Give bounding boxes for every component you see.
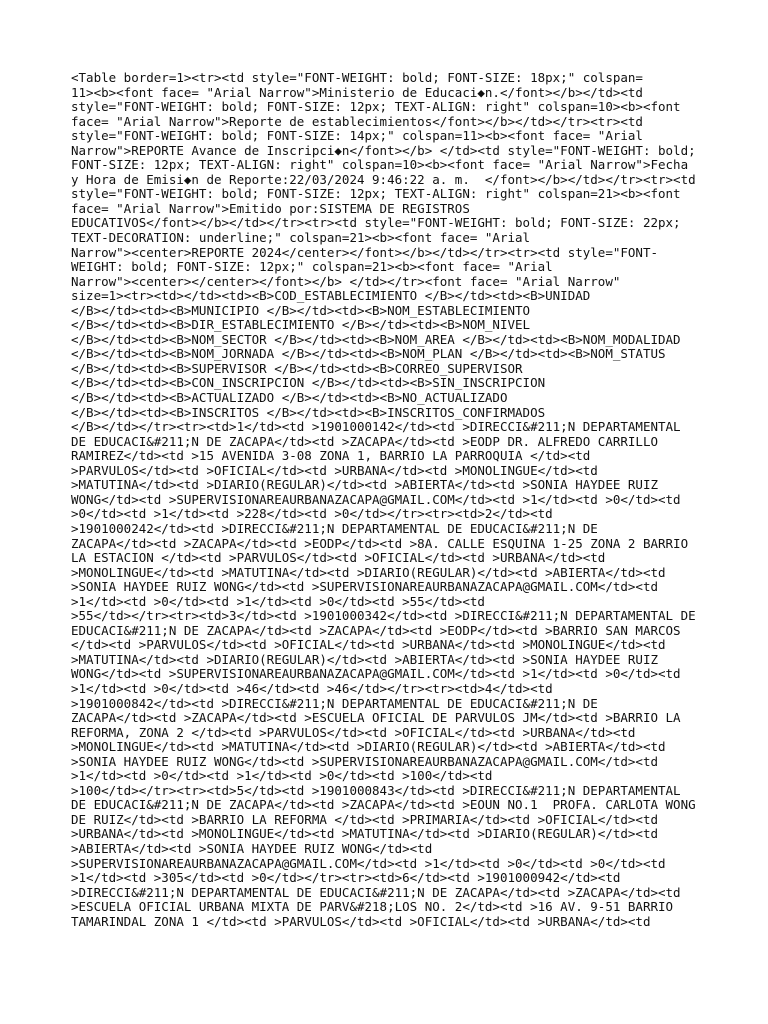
document-line: DE EDUCACI&#211;N DE ZACAPA</td><td >ZACAPA</td><td >EOUN NO.1 PROFA. CARLOTA WONG — [71, 797, 696, 813]
document-line: TEXT-DECORATION: underline;" colspan=21><b><font face= "Arial — [71, 230, 531, 246]
document-line: >MATUTINA</td><td >DIARIO(REGULAR)</td><td >ABIERTA</td><td >SONIA HAYDEE RUIZ — [71, 651, 658, 667]
document-line: </B></td><td><B>ACTUALIZADO </B></td><td><B>NO_ACTUALIZADO — [71, 390, 508, 406]
document-line: style="FONT-WEIGHT: bold; FONT-SIZE: 14px;" colspan=11><b><font face= "Arial — [71, 128, 643, 144]
document-line: ZACAPA</td><td >ZACAPA</td><td >ESCUELA OFICIAL DE PARVULOS JM</td><td >BARRIO LA — [71, 710, 681, 726]
document-line: </B></td><td><B>NOM_JORNADA </B></td><td><B>NOM_PLAN </B></td><td><B>NOM_STATUS — [71, 346, 666, 362]
document-line: size=1><tr><td></td><td><B>COD_ESTABLECIMIENTO </B></td><td><B>UNIDAD — [71, 288, 591, 304]
document-line: </B></td><td><B>SUPERVISOR </B></td><td><B>CORREO_SUPERVISOR — [71, 360, 523, 376]
document-line: WONG</td><td >SUPERVISIONAREAURBANAZACAPA@GMAIL.COM</td><td >1</td><td >0</td><td — [71, 666, 681, 682]
document-line: >PARVULOS</td><td >OFICIAL</td><td >URBANA</td><td >MONOLINGUE</td><td — [71, 462, 598, 478]
document-line: >MONOLINGUE</td><td >MATUTINA</td><td >DIARIO(REGULAR)</td><td >ABIERTA</td><td — [71, 739, 666, 755]
document-line: EDUCACI&#211;N DE ZACAPA</td><td >ZACAPA</td><td >EODP</td><td >BARRIO SAN MARCOS — [71, 622, 681, 638]
document-line: >URBANA</td><td >MONOLINGUE</td><td >MATUTINA</td><td >DIARIO(REGULAR)</td><td — [71, 826, 658, 842]
document-line: >55</td></tr><tr><td>3</td><td >1901000342</td><td >DIRECCI&#211;N DEPARTAMENTAL DE — [71, 608, 696, 624]
document-line: TAMARINDAL ZONA 1 </td><td >PARVULOS</td><td >OFICIAL</td><td >URBANA</td><td — [71, 913, 651, 929]
document-line: WONG</td><td >SUPERVISIONAREAURBANAZACAPA@GMAIL.COM</td><td >1</td><td >0</td><td — [71, 491, 681, 507]
document-line: 11><b><font face= "Arial Narrow">Ministerio de Educaci◆n.</font></b></td><td — [71, 84, 643, 100]
document-line: >ABIERTA</td><td >SONIA HAYDEE RUIZ WONG</td><td — [71, 840, 433, 856]
document-line: >MATUTINA</td><td >DIARIO(REGULAR)</td><td >ABIERTA</td><td >SONIA HAYDEE RUIZ — [71, 477, 658, 493]
document-line: >SUPERVISIONAREAURBANAZACAPA@GMAIL.COM</td><td >1</td><td >0</td><td >0</td><td — [71, 855, 666, 871]
document-line: </B></td><td><B>DIR_ESTABLECIMIENTO </B></td><td><B>NOM_NIVEL — [71, 317, 531, 333]
document-line: y Hora de Emisi◆n de Reporte:22/03/2024 9:46:22 a. m. </font></b></td></tr><tr><td — [71, 171, 696, 187]
document-line: >1</td><td >305</td><td >0</td></tr><tr><td>6</td><td >1901000942</td><td — [71, 870, 621, 886]
document-line: style="FONT-WEIGHT: bold; FONT-SIZE: 12px; TEXT-ALIGN: right" colspan=10><b><font — [71, 99, 681, 115]
document-line: DE RUIZ</td><td >BARRIO LA REFORMA </td><td >PRIMARIA</td><td >OFICIAL</td><td — [71, 811, 658, 827]
document-line: >DIRECCI&#211;N DEPARTAMENTAL DE EDUCACI&#211;N DE ZACAPA</td><td >ZACAPA</td><td — [71, 884, 681, 900]
document-line: >1</td><td >0</td><td >46</td><td >46</td></tr><tr><td>4</td><td — [71, 680, 553, 696]
document-line: ZACAPA</td><td >ZACAPA</td><td >EODP</td><td >8A. CALLE ESQUINA 1-25 ZONA 2 BARRIO — [71, 535, 689, 551]
document-line: </B></td><td><B>INSCRITOS </B></td><td><B>INSCRITOS_CONFIRMADOS — [71, 404, 546, 420]
document-line: RAMIREZ</td><td >15 AVENIDA 3-08 ZONA 1, BARRIO LA PARROQUIA </td><td — [71, 448, 591, 464]
document-line: EDUCATIVOS</font></b></td></tr><tr><td style="FONT-WEIGHT: bold; FONT-SIZE: 22px; — [71, 215, 681, 231]
document-line: FONT-SIZE: 12px; TEXT-ALIGN: right" colspan=10><b><font face= "Arial Narrow">Fecha — [71, 157, 689, 173]
raw-html-source-document — [71, 71, 711, 929]
document-line: face= "Arial Narrow">Reporte de establecimientos</font></b></td></tr><tr><td — [71, 113, 643, 129]
document-line: </B></td><td><B>NOM_SECTOR </B></td><td><B>NOM_AREA </B></td><td><B>NOM_MODALIDAD — [71, 331, 681, 347]
document-line: WEIGHT: bold; FONT-SIZE: 12px;" colspan=21><b><font face= "Arial — [71, 259, 553, 275]
document-line: face= "Arial Narrow">Emitido por:SISTEMA DE REGISTROS — [71, 200, 470, 216]
document-line: Narrow"><center>REPORTE 2024</center></font></b></td></tr><tr><td style="FONT- — [71, 244, 658, 260]
document-line: >MONOLINGUE</td><td >MATUTINA</td><td >DIARIO(REGULAR)</td><td >ABIERTA</td><td — [71, 564, 666, 580]
document-line: Narrow">REPORTE Avance de Inscripci◆n</font></b> </td><td style="FONT-WEIGHT: bold; — [71, 142, 696, 158]
document-line: >1901000842</td><td >DIRECCI&#211;N DEPARTAMENTAL DE EDUCACI&#211;N DE — [71, 695, 598, 711]
document-line: </B></td></tr><tr><td>1</td><td >1901000142</td><td >DIRECCI&#211;N DEPARTAMENTAL — [71, 419, 681, 435]
document-line: DE EDUCACI&#211;N DE ZACAPA</td><td >ZACAPA</td><td >EODP DR. ALFREDO CARRILLO — [71, 433, 658, 449]
document-line: REFORMA, ZONA 2 </td><td >PARVULOS</td><td >OFICIAL</td><td >URBANA</td><td — [71, 724, 636, 740]
document-line: </td><td >PARVULOS</td><td >OFICIAL</td><td >URBANA</td><td >MONOLINGUE</td><td — [71, 637, 666, 653]
document-line: Narrow"><center></center></font></b> </td></tr><font face= "Arial Narrow" — [71, 273, 621, 289]
document-line: >0</td><td >1</td><td >228</td><td >0</td></tr><tr><td>2</td><td — [71, 506, 553, 522]
document-line: </B></td><td><B>MUNICIPIO </B></td><td><B>NOM_ESTABLECIMIENTO — [71, 302, 531, 318]
document-line: >ESCUELA OFICIAL URBANA MIXTA DE PARV&#218;LOS NO. 2</td><td >16 AV. 9-51 BARRIO — [71, 899, 674, 915]
document-line: >1</td><td >0</td><td >1</td><td >0</td><td >55</td><td — [71, 593, 485, 609]
document-line: >SONIA HAYDEE RUIZ WONG</td><td >SUPERVISIONAREAURBANAZACAPA@GMAIL.COM</td><td — [71, 753, 658, 769]
document-line: </B></td><td><B>CON_INSCRIPCION </B></td><td><B>SIN_INSCRIPCION — [71, 375, 546, 391]
document-line: LA ESTACION </td><td >PARVULOS</td><td >OFICIAL</td><td >URBANA</td><td — [71, 550, 606, 566]
document-line: >1</td><td >0</td><td >1</td><td >0</td><td >100</td><td — [71, 768, 493, 784]
document-line: >100</td></tr><tr><td>5</td><td >1901000843</td><td >DIRECCI&#211;N DEPARTAMENTAL — [71, 782, 681, 798]
document-line: >SONIA HAYDEE RUIZ WONG</td><td >SUPERVISIONAREAURBANAZACAPA@GMAIL.COM</td><td — [71, 579, 658, 595]
document-line: style="FONT-WEIGHT: bold; FONT-SIZE: 12px; TEXT-ALIGN: right" colspan=21><b><font — [71, 186, 681, 202]
document-line: >1901000242</td><td >DIRECCI&#211;N DEPARTAMENTAL DE EDUCACI&#211;N DE — [71, 520, 598, 536]
document-line: <Table border=1><tr><td style="FONT-WEIGHT: bold; FONT-SIZE: 18px;" colspan= — [71, 70, 643, 85]
